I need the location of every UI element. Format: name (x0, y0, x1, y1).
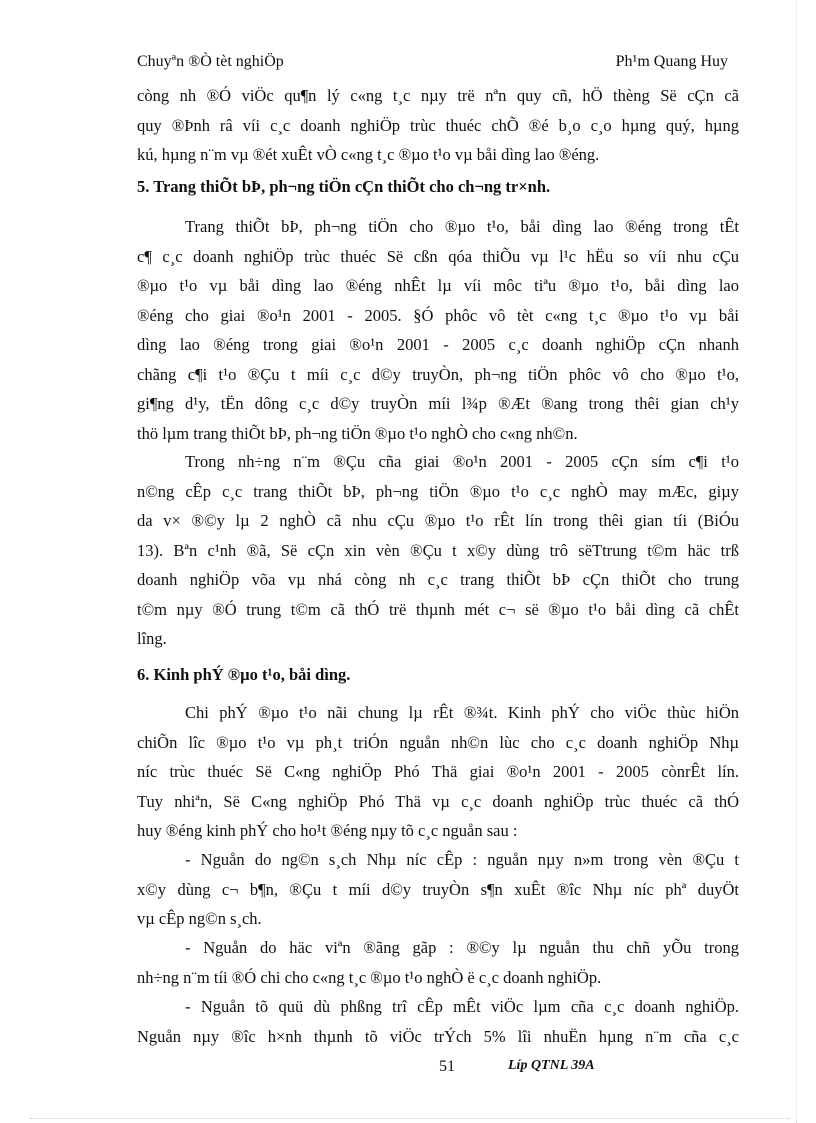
text-line: - Nguån do häc viªn ®ãng gãp : ®©y lµ nguån thu chñ yÕu trong (185, 938, 739, 957)
text-line: dìng lao ®éng trong giai ®o¹n 2001 - 2005 c¸c doanh nghiÖp cÇn nhanh (137, 335, 739, 354)
text-line: Tuy nhiªn, Së C«ng nghiÖp Phó Thä vµ c¸c doanh nghiÖp trùc thuéc cã thÓ (137, 791, 739, 811)
text-line: Chi phÝ ®µo t¹o nãi chung lµ rÊt ®¾t. Kinh phÝ cho viÖc thùc hiÖn (185, 703, 739, 722)
text-line: Nguån nµy ®îc h×nh thµnh tõ viÖc trÝch 5% lîi nhuËn hµng n¨m cña c¸c (137, 1026, 739, 1046)
text-line: quy ®Þnh râ víi c¸c doanh nghiÖp trùc thuéc chÕ ®é b¸o c¸o hµng quý, hµng (137, 115, 739, 135)
header-author: Ph¹m Quang Huy (615, 53, 728, 70)
text-line: t©m nµy ®Ó trung t©m cã thÓ trë thµnh mét c¬ së ®µo t¹o båi dìng cã chÊt (137, 599, 739, 619)
footer-class-label: Líp QTNL 39A (508, 1058, 595, 1073)
text-line: x©y dùng c¬ b¶n, ®Çu t míi d©y truyÒn s¶n xuÊt ®îc Nhµ níc phª duyÖt (137, 879, 739, 899)
paragraph-upgrade (137, 447, 739, 654)
paragraph-continued (137, 81, 739, 170)
section-heading-text: 6. Kinh phÝ ®µo t¹o, båi dìng. (137, 665, 351, 684)
text-line: kú, hµng n¨m vµ ®ét xuÊt vÒ c«ng t¸c ®µo t¹o vµ båi dìng lao ®éng. (137, 145, 600, 164)
text-line: gi¶ng d¹y, tËn dông c¸c d©y truyÒn míi l¾p ®Æt ®ang trong thêi gian ch¹y (137, 394, 739, 413)
text-line: chãng c¶i t¹o ®Çu t míi c¸c d©y truyÒn, ph¬ng tiÖn phôc vô cho ®µo t¹o, (137, 364, 739, 384)
header-left: Chuyªn ®Ò tèt nghiÖp (137, 53, 284, 70)
paragraph-funding (137, 698, 739, 846)
section-heading-5 (137, 172, 739, 203)
text-line: 13). Bªn c¹nh ®ã, Së cÇn xin vèn ®Çu t x©y dùng trô sëTtrung t©m häc trß (137, 540, 739, 560)
text-line: chiÕn lîc ®µo t¹o vµ ph¸t triÓn nguån nh©n lùc cho c¸c doanh nghiÖp Nhµ (137, 732, 739, 752)
text-line: ®éng cho giai ®o¹n 2001 - 2005. §Ó phôc vô tèt c«ng t¸c ®µo t¹o vµ båi (137, 305, 739, 325)
text-line: còng nh ®Ó viÖc qu¶n lý c«ng t¸c nµy trë nªn quy cñ, hÖ thèng Së cÇn cã (137, 86, 739, 105)
text-line: huy ®éng kinh phÝ cho ho¹t ®éng nµy tõ c¸c nguån sau : (137, 821, 518, 840)
list-item-student-fees (137, 933, 739, 992)
section-heading-6 (137, 660, 739, 691)
text-line: - Nguån tõ quü dù phßng trî cÊp mÊt viÖc lµm cña c¸c doanh nghiÖp. (185, 997, 739, 1016)
text-line: Trong nh÷ng n¨m ®Çu cña giai ®o¹n 2001 - 2005 cÇn sím c¶i t¹o (185, 452, 739, 471)
text-line: vµ cÊp ng©n s¸ch. (137, 909, 262, 928)
text-line: thö lµm trang thiÕt bÞ, ph¬ng tiÖn ®µo t¹o nghÒ cho c«ng nh©n. (137, 423, 578, 443)
text-line: c¶ c¸c doanh nghiÖp trùc thuéc Së cßn qóa thiÕu vµ l¹c hËu so víi nhu cÇu (137, 246, 739, 266)
text-line: da v× ®©y lµ 2 nghÒ cã nhu cÇu ®µo t¹o rÊt lín trong thêi gian tíi (BiÓu (137, 511, 739, 530)
page-bottom-border (30, 1118, 790, 1119)
list-item-reserve-fund (137, 992, 739, 1051)
text-line: níc trùc thuéc Së C«ng nghiÖp Phó Thä giai ®o¹n 2001 - 2005 cònrÊt lín. (137, 762, 739, 781)
section-heading-text: 5. Trang thiÕt bÞ, ph¬ng tiÖn cÇn thiÕt cho ch¬ng tr×nh. (137, 177, 551, 196)
text-line: ®µo t¹o vµ båi dìng lao ®éng nhÊt lµ víi môc tiªu ®µo t¹o, båi dìng lao (137, 276, 739, 295)
text-line: - Nguån do ng©n s¸ch Nhµ níc cÊp : nguån nµy n»m trong vèn ®Çu t (185, 850, 739, 869)
text-line: Trang thiÕt bÞ, ph¬ng tiÖn cho ®µo t¹o, båi dìng lao ®éng trong tÊt (185, 217, 739, 236)
text-line: nh÷ng n¨m tíi ®Ó chi cho c«ng t¸c ®µo t¹o nghÒ ë c¸c doanh nghiÖp. (137, 967, 602, 987)
page-number: 51 (439, 1058, 455, 1075)
page-right-border (796, 0, 797, 1123)
text-line: doanh nghiÖp võa vµ nhá còng nh c¸c trang thiÕt bÞ cÇn thiÕt cho trung (137, 570, 739, 589)
text-line: lîng. (137, 629, 167, 648)
list-item-state-budget (137, 845, 739, 934)
text-line: n©ng cÊp c¸c trang thiÕt bÞ, ph¬ng tiÖn ®µo t¹o c¸c nghÒ may mÆc, giµy (137, 481, 739, 501)
paragraph-equipment (137, 212, 739, 448)
